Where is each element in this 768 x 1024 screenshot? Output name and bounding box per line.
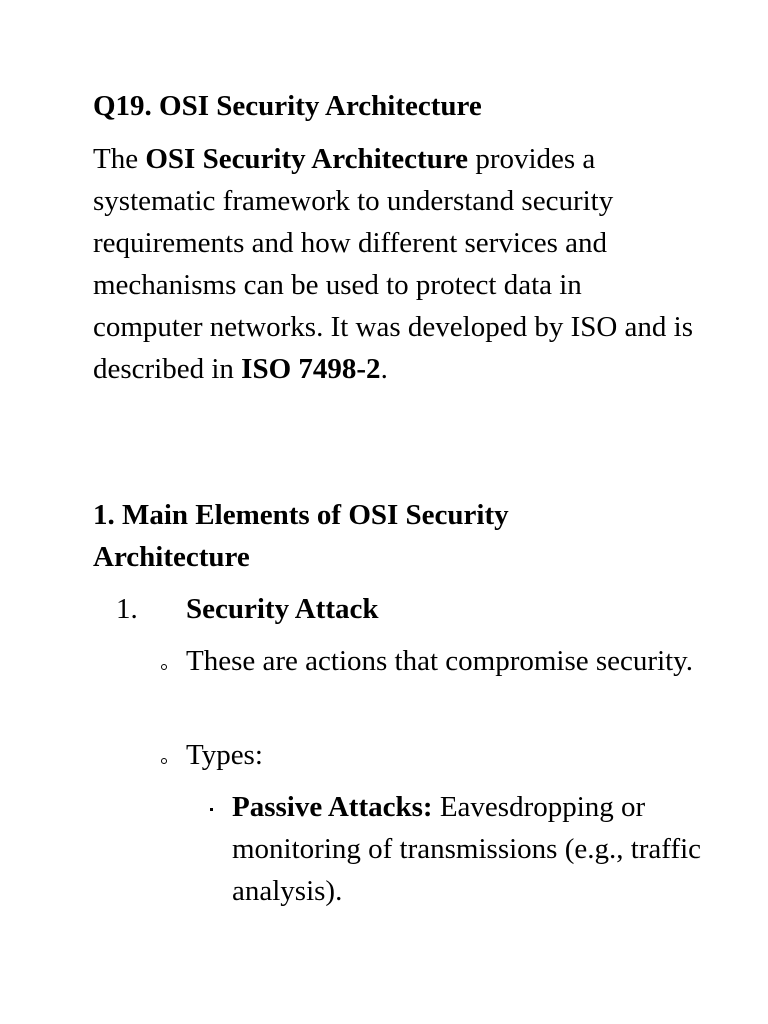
sub-sub-point <box>232 786 702 912</box>
circle-bullet-icon <box>161 758 167 764</box>
sub-sub-point-text: Eavesdropping or monitoring of transmissions (e.g., traffic analysis). <box>232 791 702 907</box>
intro-bold-standard: ISO 7498-2 <box>241 353 381 385</box>
sub-point: Types: <box>186 739 263 771</box>
document-title: Q19. OSI Security Architecture <box>93 90 482 122</box>
intro-text-1: The <box>93 143 146 175</box>
sub-sub-point-label: Passive Attacks: <box>232 791 433 823</box>
circle-bullet-icon <box>161 664 167 670</box>
list-item-number: 1. <box>116 593 138 625</box>
sub-point: These are actions that compromise security. <box>186 645 694 677</box>
intro-text-3: . <box>380 353 388 385</box>
intro-bold-term: OSI Security Architecture <box>145 143 469 175</box>
intro-text-2: provides a systematic framework to understand security requirements and how different services and mechanisms can be used to protect data in computer networks. It was developed by ISO and is described in <box>93 143 694 385</box>
intro-paragraph <box>93 138 693 390</box>
section-heading: 1. Main Elements of OSI Security Architecture <box>93 499 509 573</box>
square-bullet-icon <box>210 808 213 811</box>
list-item-title: Security Attack <box>186 593 379 625</box>
